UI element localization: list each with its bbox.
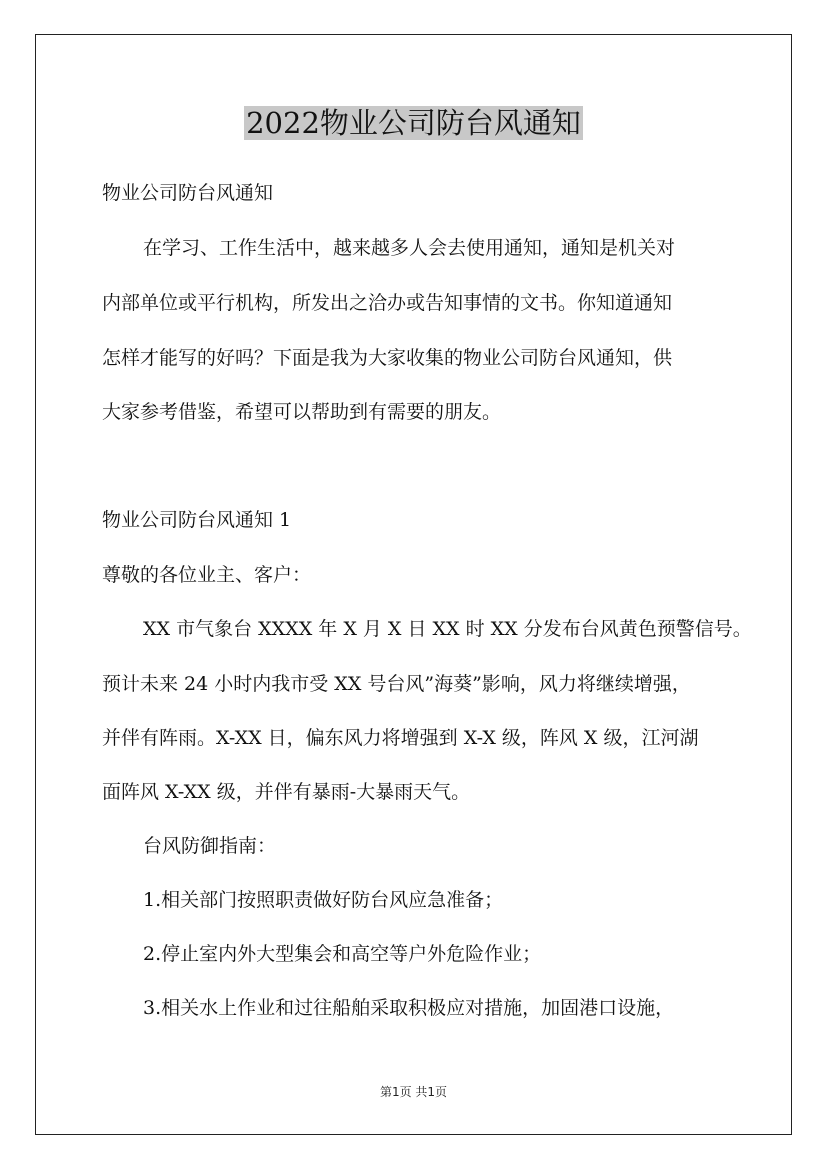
paragraph-line: 面阵风 X-XX 级，并伴有暴雨-大暴雨天气。 (102, 781, 471, 803)
document-title: 2022物业公司防台风通知 (246, 106, 581, 140)
paragraph-line: 大家参考借鉴，希望可以帮助到有需要的朋友。 (102, 401, 502, 423)
page-number: 第1页 共1页 (379, 1085, 448, 1099)
paragraph-line: 怎样才能写的好吗？下面是我为大家收集的物业公司防台风通知，供 (102, 347, 673, 369)
list-item: 1.相关部门按照职责做好防台风应急准备； (143, 889, 504, 911)
list-item: 2.停止室内外大型集会和高空等户外危险作业； (143, 943, 542, 965)
paragraph-line: 预计未来 24 小时内我市受 XX 号台风”海葵”影响，风力将继续增强， (102, 673, 691, 695)
paragraph-line: 并伴有阵雨。X-XX 日，偏东风力将增强到 X-X 级，阵风 X 级，江河湖 (102, 727, 699, 749)
list-heading: 台风防御指南： (143, 835, 277, 857)
list-item: 3.相关水上作业和过往船舶采取积极应对措施，加固港口设施， (143, 997, 675, 1019)
paragraph-line: 在学习、工作生活中，越来越多人会去使用通知，通知是机关对 (143, 237, 676, 259)
paragraph-line: XX 市气象台 XXXX 年 X 月 X 日 XX 时 XX 分发布台风黄色预警信号。 (143, 618, 752, 640)
section-heading: 物业公司防台风通知 1 (102, 509, 292, 531)
paragraph-line: 内部单位或平行机构，所发出之洽办或告知事情的文书。你知道通知 (102, 292, 673, 314)
section-heading: 物业公司防台风通知 (102, 182, 274, 204)
salutation: 尊敬的各位业主、客户： (102, 564, 312, 586)
